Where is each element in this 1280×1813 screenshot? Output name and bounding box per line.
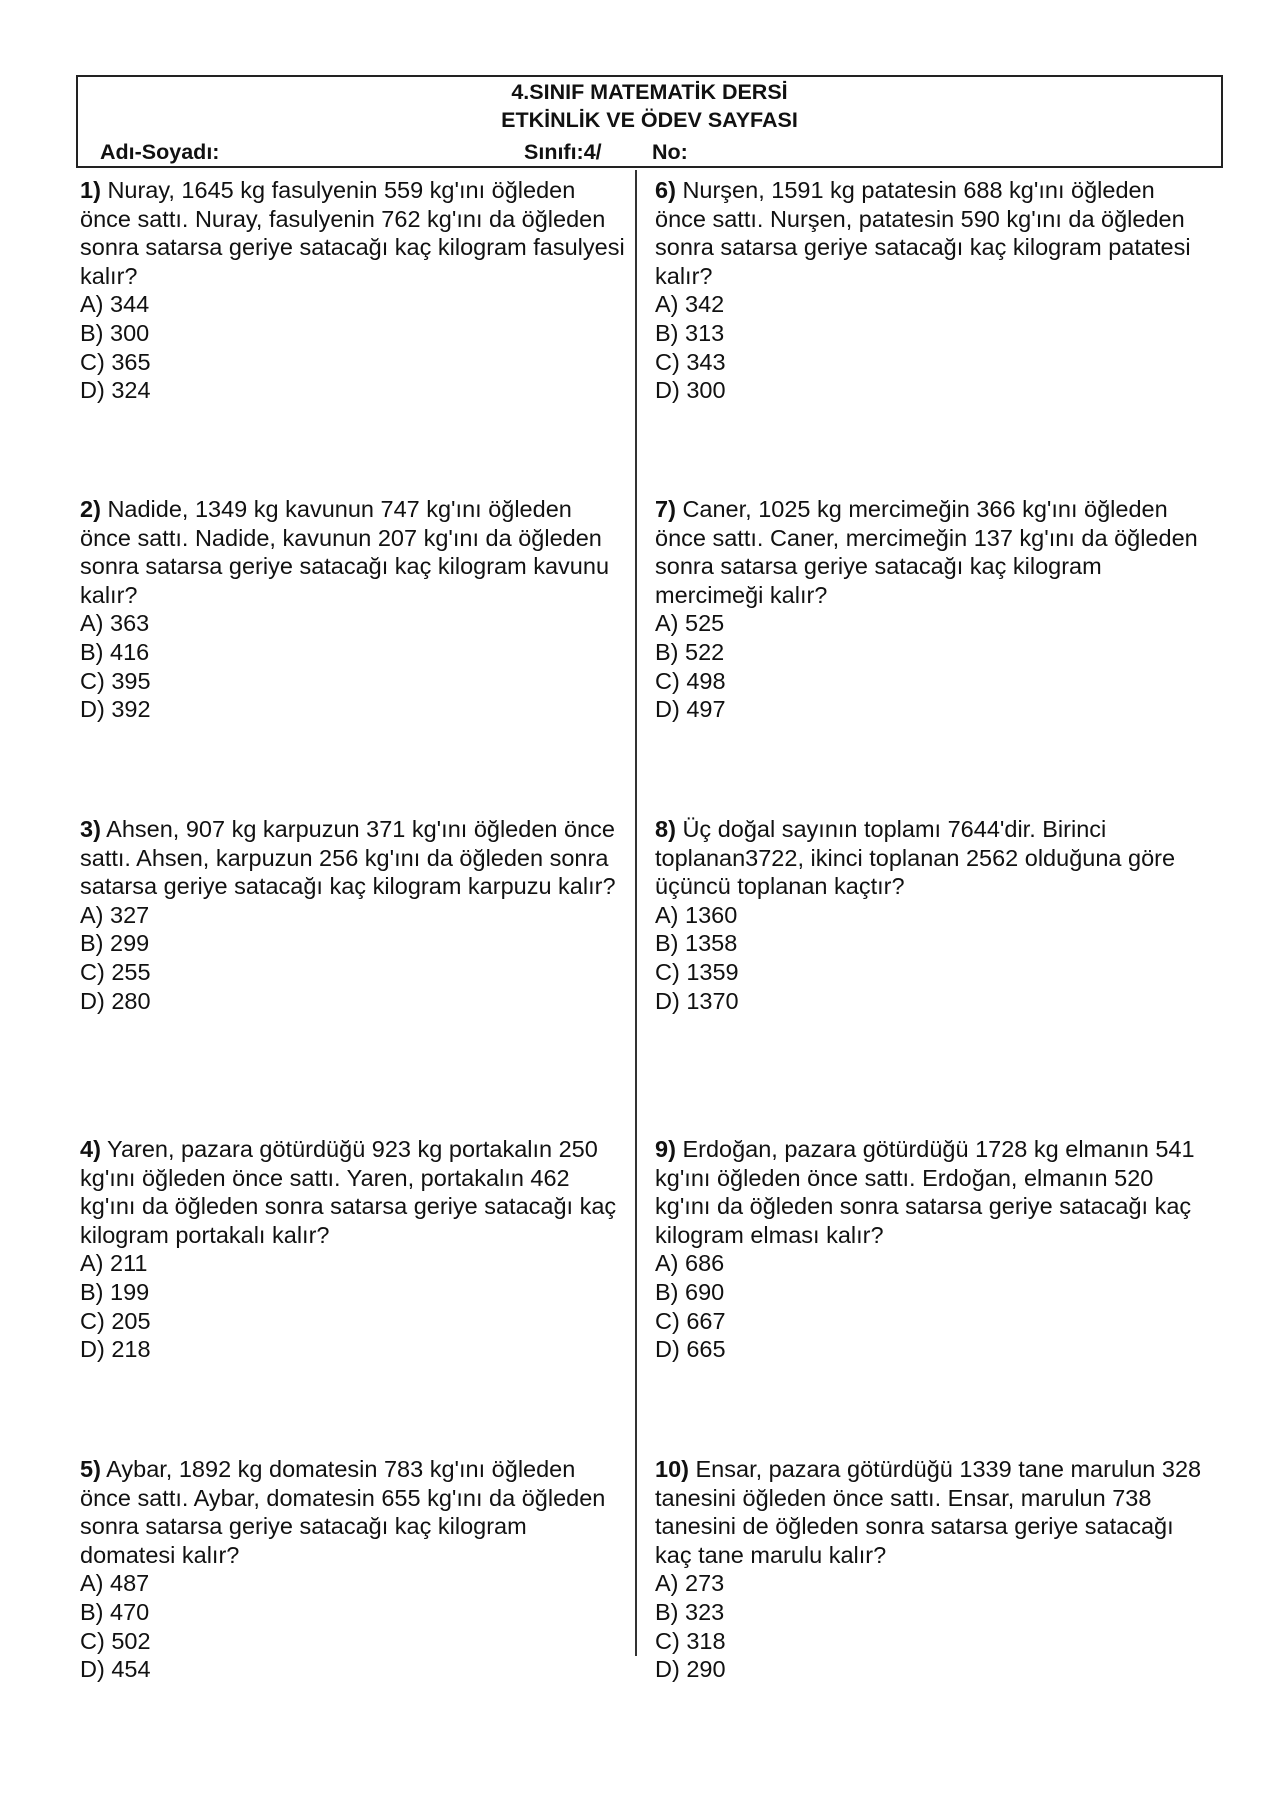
option-a: A) 525 <box>655 610 725 637</box>
option-c: C) 343 <box>655 348 726 375</box>
question-number: 4) <box>80 1136 101 1162</box>
worksheet-title: 4.SINIF MATEMATİK DERSİ <box>511 80 788 104</box>
option-a: A) 487 <box>80 1570 150 1597</box>
question-10 <box>655 1455 1205 1684</box>
question-4 <box>80 1135 625 1364</box>
option-c: C) 498 <box>655 667 726 694</box>
option-a: A) 344 <box>80 291 150 318</box>
question-1 <box>80 176 625 405</box>
option-b: B) 199 <box>80 1278 150 1305</box>
option-d: D) 497 <box>655 696 726 723</box>
option-b: B) 323 <box>655 1598 725 1625</box>
option-b: B) 1358 <box>655 930 738 957</box>
option-a: A) 1360 <box>655 901 738 928</box>
question-number: 10) <box>655 1456 689 1482</box>
question-5 <box>80 1455 625 1684</box>
question-number: 3) <box>80 816 101 842</box>
option-c: C) 395 <box>80 667 151 694</box>
option-c: C) 255 <box>80 958 151 985</box>
option-b: B) 300 <box>80 319 150 346</box>
question-text: Aybar, 1892 kg domatesin 783 kg'ını öğleden önce sattı. Aybar, domatesin 655 kg'ını da öğleden sonra satarsa geriye satacağı kaç kilogram domatesi kalır? <box>80 1456 606 1568</box>
option-a: A) 211 <box>80 1250 148 1277</box>
question-text: Caner, 1025 kg mercimeğin 366 kg'ını öğleden önce sattı. Caner, mercimeğin 137 kg'ını da öğleden sonra satarsa geriye satacağı kaç kilogram mercimeği kalır? <box>655 496 1198 608</box>
option-d: D) 454 <box>80 1656 151 1683</box>
student-name-label: Adı-Soyadı: <box>100 140 220 164</box>
option-b: B) 522 <box>655 638 725 665</box>
question-number: 2) <box>80 496 101 522</box>
option-a: A) 342 <box>655 291 725 318</box>
option-c: C) 502 <box>80 1627 151 1654</box>
option-b: B) 470 <box>80 1598 150 1625</box>
question-number: 5) <box>80 1456 101 1482</box>
option-c: C) 205 <box>80 1307 151 1334</box>
question-text: Nadide, 1349 kg kavunun 747 kg'ını öğleden önce sattı. Nadide, kavunun 207 kg'ını da öğleden sonra satarsa geriye satacağı kaç kilogram kavunu kalır? <box>80 496 610 608</box>
option-d: D) 665 <box>655 1336 726 1363</box>
class-label: Sınıfı:4/ <box>524 140 602 164</box>
question-3 <box>80 815 625 1015</box>
option-d: D) 1370 <box>655 987 739 1014</box>
question-text: Erdoğan, pazara götürdüğü 1728 kg elmanın 541 kg'ını öğleden önce sattı. Erdoğan, elmanın 520 kg'ını da öğleden sonra satarsa geriye satacağı kaç kilogram elması kalır? <box>655 1136 1195 1248</box>
option-d: D) 218 <box>80 1336 151 1363</box>
question-text: Nuray, 1645 kg fasulyenin 559 kg'ını öğleden önce sattı. Nuray, fasulyenin 762 kg'ını da öğleden sonra satarsa geriye satacağı kaç kilogram fasulyesi kalır? <box>80 177 625 289</box>
column-divider <box>635 170 637 1656</box>
question-text: Üç doğal sayının toplamı 7644'dir. Birinci toplanan3722, ikinci toplanan 2562 olduğuna göre üçüncü toplanan kaçtır? <box>655 816 1176 900</box>
question-9 <box>655 1135 1205 1364</box>
option-a: A) 273 <box>655 1570 725 1597</box>
option-a: A) 363 <box>80 610 150 637</box>
question-number: 9) <box>655 1136 676 1162</box>
option-a: A) 686 <box>655 1250 725 1277</box>
question-number: 1) <box>80 177 101 203</box>
option-b: B) 299 <box>80 930 150 957</box>
question-text: Nurşen, 1591 kg patatesin 688 kg'ını öğleden önce sattı. Nurşen, patatesin 590 kg'ını da öğleden sonra satarsa geriye satacağı kaç kilogram patatesi kalır? <box>655 177 1191 289</box>
student-number-label: No: <box>652 140 688 164</box>
option-a: A) 327 <box>80 901 150 928</box>
option-d: D) 300 <box>655 377 726 404</box>
question-2 <box>80 495 625 724</box>
option-b: B) 313 <box>655 319 725 346</box>
question-8 <box>655 815 1205 1015</box>
question-number: 8) <box>655 816 676 842</box>
question-7 <box>655 495 1205 724</box>
option-c: C) 1359 <box>655 958 739 985</box>
question-text: Ahsen, 907 kg karpuzun 371 kg'ını öğleden önce sattı. Ahsen, karpuzun 256 kg'ını da öğleden sonra satarsa geriye satacağı kaç kilogram karpuzu kalır? <box>80 816 616 900</box>
worksheet-subtitle: ETKİNLİK VE ÖDEV SAYFASI <box>501 108 798 132</box>
option-d: D) 290 <box>655 1656 726 1683</box>
option-c: C) 365 <box>80 348 151 375</box>
option-b: B) 690 <box>655 1278 725 1305</box>
worksheet-header <box>76 75 1223 168</box>
question-6 <box>655 176 1205 405</box>
question-text: Ensar, pazara götürdüğü 1339 tane marulun 328 tanesini öğleden önce sattı. Ensar, marulun 738 tanesini de öğleden sonra satarsa geriye satacağı kaç tane marulu kalır? <box>655 1456 1202 1568</box>
question-number: 6) <box>655 177 676 203</box>
option-d: D) 324 <box>80 377 151 404</box>
question-text: Yaren, pazara götürdüğü 923 kg portakalın 250 kg'ını öğleden önce sattı. Yaren, portakalın 462 kg'ını da öğleden sonra satarsa geriye satacağı kaç kilogram portakalı kalır? <box>80 1136 617 1248</box>
option-c: C) 667 <box>655 1307 726 1334</box>
option-c: C) 318 <box>655 1627 726 1654</box>
option-b: B) 416 <box>80 638 150 665</box>
option-d: D) 280 <box>80 987 151 1014</box>
question-number: 7) <box>655 496 676 522</box>
option-d: D) 392 <box>80 696 151 723</box>
